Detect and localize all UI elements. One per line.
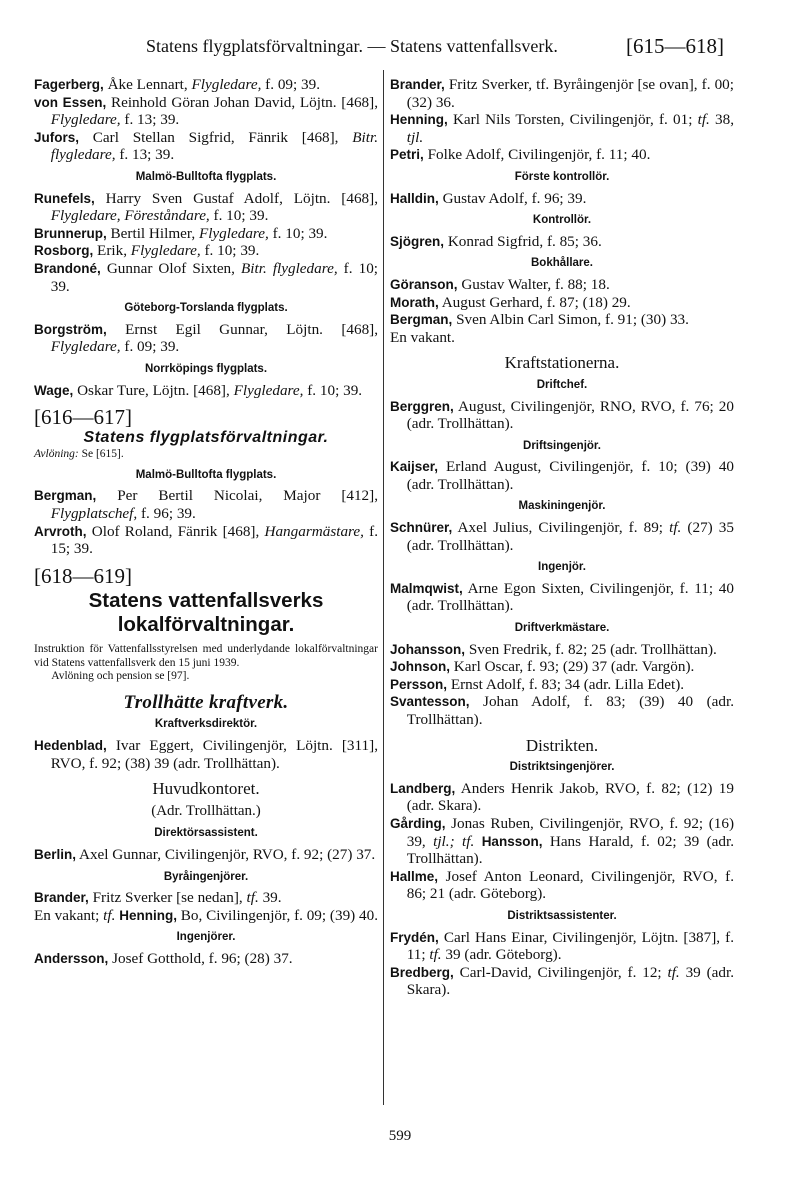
subsection-heading: Direktörsassistent. [154, 827, 258, 840]
person-entry [34, 94, 378, 129]
person-surname: Andersson, [34, 950, 109, 966]
person-surname: von Essen, [34, 94, 107, 110]
person-surname: Bredberg, [390, 964, 454, 980]
person-entry [34, 76, 378, 94]
person-entry [390, 693, 734, 728]
person-details: Karl Nils Torsten, Civilingenjör, f. 01; tf. 38, tjl. [406, 111, 735, 146]
person-entry [34, 907, 378, 925]
person-entry [34, 260, 378, 295]
person-details: Konrad Sigfrid, f. 85; 36. [447, 232, 602, 250]
person-entry [390, 676, 734, 694]
person-surname: Brander, [34, 890, 89, 906]
division-heading: Distrikten. [525, 735, 599, 755]
person-surname: Brunnerup, [34, 225, 107, 241]
person-surname: Persson, [390, 676, 448, 692]
person-surname: Brander, [390, 77, 445, 92]
person-surname: Hallme, [390, 868, 439, 884]
subsection-heading: Distriktsingenjörer. [509, 761, 615, 774]
person-entry [34, 846, 378, 864]
person-details: Erland August, Civilingenjör, f. 10; (39) 40 (adr. Trollhättan). [406, 458, 735, 493]
person-surname: Gårding, [390, 815, 446, 831]
person-surname: Henning, [390, 112, 448, 128]
person-entry [390, 190, 734, 208]
section-number: [618—619] [34, 563, 132, 588]
person-details: August Gerhard, f. 87; (18) 29. [441, 293, 631, 311]
person-surname: Arvroth, [34, 523, 87, 539]
person-entry [390, 519, 734, 554]
person-entry [390, 276, 734, 294]
person-details: Carl-David, Civilingenjör, f. 12; tf. 39 (adr. Skara). [406, 963, 734, 999]
page-number: 599 [388, 1128, 412, 1144]
person-entry [34, 737, 378, 772]
person-details: Carl Stellan Sigfrid, Fänrik [468], Bitr. flygledare, f. 13; 39. [50, 128, 378, 164]
person-surname: Kaijser, [390, 459, 439, 475]
person-surname: Hedenblad, [34, 738, 107, 754]
person-surname: Halldin, [390, 190, 439, 206]
person-entry [34, 382, 378, 400]
person-entry [390, 580, 734, 615]
person-entry [390, 780, 734, 815]
person-entry [34, 889, 378, 907]
plant-heading: Trollhätte kraftverk. [123, 691, 289, 713]
person-entry [34, 950, 378, 968]
person-entry [390, 76, 734, 111]
person-details: Per Bertil Nicolai, Major [412], Flygplatschef, f. 96; 39. [50, 487, 379, 522]
person-entry [34, 321, 378, 356]
subsection-heading: Kraftverksdirektör. [154, 718, 258, 731]
right-column [390, 76, 734, 999]
subsection-heading: Ingenjörer. [176, 931, 236, 944]
person-details: Arne Egon Sixten, Civilingenjör, f. 11; 40 (adr. Trollhättan). [406, 579, 734, 615]
person-entry [34, 242, 378, 260]
person-details: Ernst Egil Gunnar, Löjtn. [468], Flygledare, f. 09; 39. [50, 320, 379, 356]
person-entry [390, 146, 734, 164]
note-lead: Avlöning: [34, 448, 79, 461]
person-details: Erik, Flygledare, f. 10; 39. [97, 242, 260, 260]
person-entry [390, 311, 734, 329]
division-heading: Kraftstationerna. [504, 353, 620, 373]
person-details: Josef Anton Leonard, Civilingenjör, RVO, f. 86; 21 (adr. Göteborg). [406, 867, 735, 903]
person-surname: Sjögren, [390, 233, 445, 249]
subsection-heading: Ingenjör. [538, 561, 586, 574]
person-details: Sven Albin Carl Simon, f. 91; (30) 33. [456, 311, 689, 329]
person-details: Josef Gotthold, f. 96; (28) 37. [112, 949, 293, 967]
person-surname: Bergman, [34, 488, 97, 504]
person-details: Ernst Adolf, f. 83; 34 (adr. Lilla Edet). [450, 675, 685, 693]
person-entry [390, 398, 734, 433]
note-text: Se [615]. [81, 448, 124, 461]
person-surname: Svantesson, [390, 694, 470, 710]
person-entry [390, 641, 734, 659]
subsection-heading: Norrköpings flygplats. [144, 362, 268, 375]
person-surname: Frydén, [390, 929, 439, 945]
person-details: Olof Roland, Fänrik [468], Hangarmästare, f. 15; 39. [50, 522, 379, 558]
subsection-heading: Driftverkmästare. [514, 622, 610, 635]
subsection-heading: Bokhållare. [531, 257, 593, 270]
subsection-heading: Driftchef. [536, 378, 588, 391]
subsection-heading: Byråingenjörer. [163, 870, 249, 883]
person-details: Reinhold Göran Johan David, Löjtn. [468], Flygledare, f. 13; 39. [50, 93, 378, 129]
person-surname: Brandoné, [34, 260, 101, 276]
person-entry [390, 658, 734, 676]
person-surname: Morath, [390, 294, 439, 310]
person-surname: Malmqwist, [390, 580, 463, 596]
person-details: Åke Lennart, Flygledare, f. 09; 39. [107, 76, 321, 93]
person-entry [34, 129, 378, 164]
person-details: Bertil Hilmer, Flygledare, f. 10; 39. [110, 224, 328, 242]
person-entry [390, 929, 734, 964]
main-heading: Statens vattenfallsverks lokalförvaltningar. [88, 589, 324, 637]
person-surname: Wage, [34, 382, 74, 398]
left-column [34, 76, 378, 968]
subsection-heading: Kontrollör. [532, 214, 592, 227]
person-surname: Johansson, [390, 641, 466, 657]
person-surname: Jufors, [34, 129, 80, 145]
person-entry [390, 458, 734, 493]
subsection-heading: Förste kontrollör. [514, 170, 610, 183]
subsection-heading: Göteborg-Torslanda flygplats. [124, 302, 288, 315]
person-entry [390, 964, 734, 999]
person-details: Karl Oscar, f. 93; (29) 37 (adr. Vargön). [453, 658, 695, 676]
person-details: Carl Hans Einar, Civilingenjör, Löjtn. [387], f. 11; tf. 39 (adr. Göteborg). [406, 928, 735, 964]
person-details: Axel Julius, Civilingenjör, f. 89; tf. (27) 35 (adr. Trollhättan). [406, 519, 734, 554]
person-details: Folke Adolf, Civilingenjör, f. 11; 40. [427, 146, 651, 164]
person-entry [390, 111, 734, 146]
person-surname: Johnson, [390, 659, 450, 675]
person-details: Axel Gunnar, Civilingenjör, RVO, f. 92; (27) 37. [78, 846, 376, 863]
subsection-heading: Distriktsassistenter. [507, 909, 617, 922]
header-section-range: [615—618] [626, 34, 724, 58]
person-details: Anders Henrik Jakob, RVO, f. 82; (12) 19 (adr. Skara). [406, 779, 734, 815]
person-entry [390, 294, 734, 312]
person-details: Gunnar Olof Sixten, Bitr. flygledare, f. 10; 39. [50, 259, 379, 295]
person-entry [34, 523, 378, 558]
person-entry [390, 815, 734, 868]
person-details: Ivar Eggert, Civilingenjör, Löjtn. [311], RVO, f. 92; (38) 39 (adr. Trollhättan). [50, 737, 379, 772]
person-details: Harry Sven Gustaf Adolf, Löjtn. [468], Flygledare, Föreståndare, f. 10; 39. [50, 189, 378, 225]
person-surname: Rosborg, [34, 243, 94, 259]
header-title: Statens flygplatsförvaltningar. — Statens vattenfallsverk. [146, 36, 558, 56]
pension-note: Avlöning och pension se [97]. [51, 670, 190, 683]
person-surname: Runefels, [34, 190, 95, 206]
subsection-heading: Maskiningenjör. [518, 500, 606, 513]
person-details: En vakant; tf. Henning, Bo, Civilingenjör, f. 09; (39) 40. [34, 906, 379, 924]
person-details: August, Civilingenjör, RNO, RVO, f. 76; 20 (adr. Trollhättan). [406, 397, 734, 433]
person-details: Sven Fredrik, f. 82; 25 (adr. Trollhättan). [468, 640, 717, 658]
subsection-heading: Driftsingenjör. [523, 439, 601, 452]
person-surname: Borgström, [34, 321, 107, 337]
person-details: Jonas Ruben, Civilingenjör, RVO, f. 92; (16) 39, tjl.; tf. Hansson, Hans Harald, f. 02; 39 (adr. Trollhättan). [406, 814, 735, 868]
person-surname: Göranson, [390, 276, 458, 292]
note [34, 448, 378, 462]
running-header [0, 36, 800, 66]
person-entry [390, 329, 734, 347]
person-surname: Bergman, [390, 312, 453, 328]
person-entry [390, 233, 734, 251]
person-surname: Schnürer, [390, 520, 453, 536]
person-details: Fritz Sverker, tf. Byråingenjör [se ovan], f. 00; (32) 36. [406, 76, 734, 111]
person-details: Gustav Walter, f. 88; 18. [461, 275, 610, 293]
division-heading: Huvudkontoret. [152, 779, 260, 799]
person-surname: Berggren, [390, 398, 454, 414]
person-surname: Petri, [390, 147, 424, 163]
person-details: Fritz Sverker [se nedan], tf. 39. [92, 889, 282, 907]
person-entry [390, 868, 734, 903]
section-heading: Statens flygplatsförvaltningar. [83, 428, 329, 446]
address-line: (Adr. Trollhättan.) [151, 802, 261, 819]
instruction-note: Instruktion för Vattenfallsstyrelsen med underlydande lokalförvaltningar vid Statens vattenfallsverk den 15 juni 1939. [34, 643, 378, 669]
subsection-heading: Malmö-Bulltofta flygplats. [135, 170, 277, 183]
person-entry [34, 487, 378, 522]
person-details: Gustav Adolf, f. 96; 39. [442, 189, 587, 207]
person-details: Oskar Ture, Löjtn. [468], Flygledare, f. 10; 39. [77, 381, 363, 399]
person-entry [34, 225, 378, 243]
subsection-heading: Malmö-Bulltofta flygplats. [135, 468, 277, 481]
person-surname: Landberg, [390, 780, 456, 796]
person-surname: Fagerberg, [34, 77, 104, 92]
person-details: En vakant. [390, 328, 455, 346]
column-divider [383, 70, 384, 1105]
person-surname: Berlin, [34, 847, 77, 862]
section-number: [616—617] [34, 405, 132, 430]
person-details: Johan Adolf, f. 83; (39) 40 (adr. Trollhättan). [406, 693, 735, 728]
person-entry [34, 190, 378, 225]
